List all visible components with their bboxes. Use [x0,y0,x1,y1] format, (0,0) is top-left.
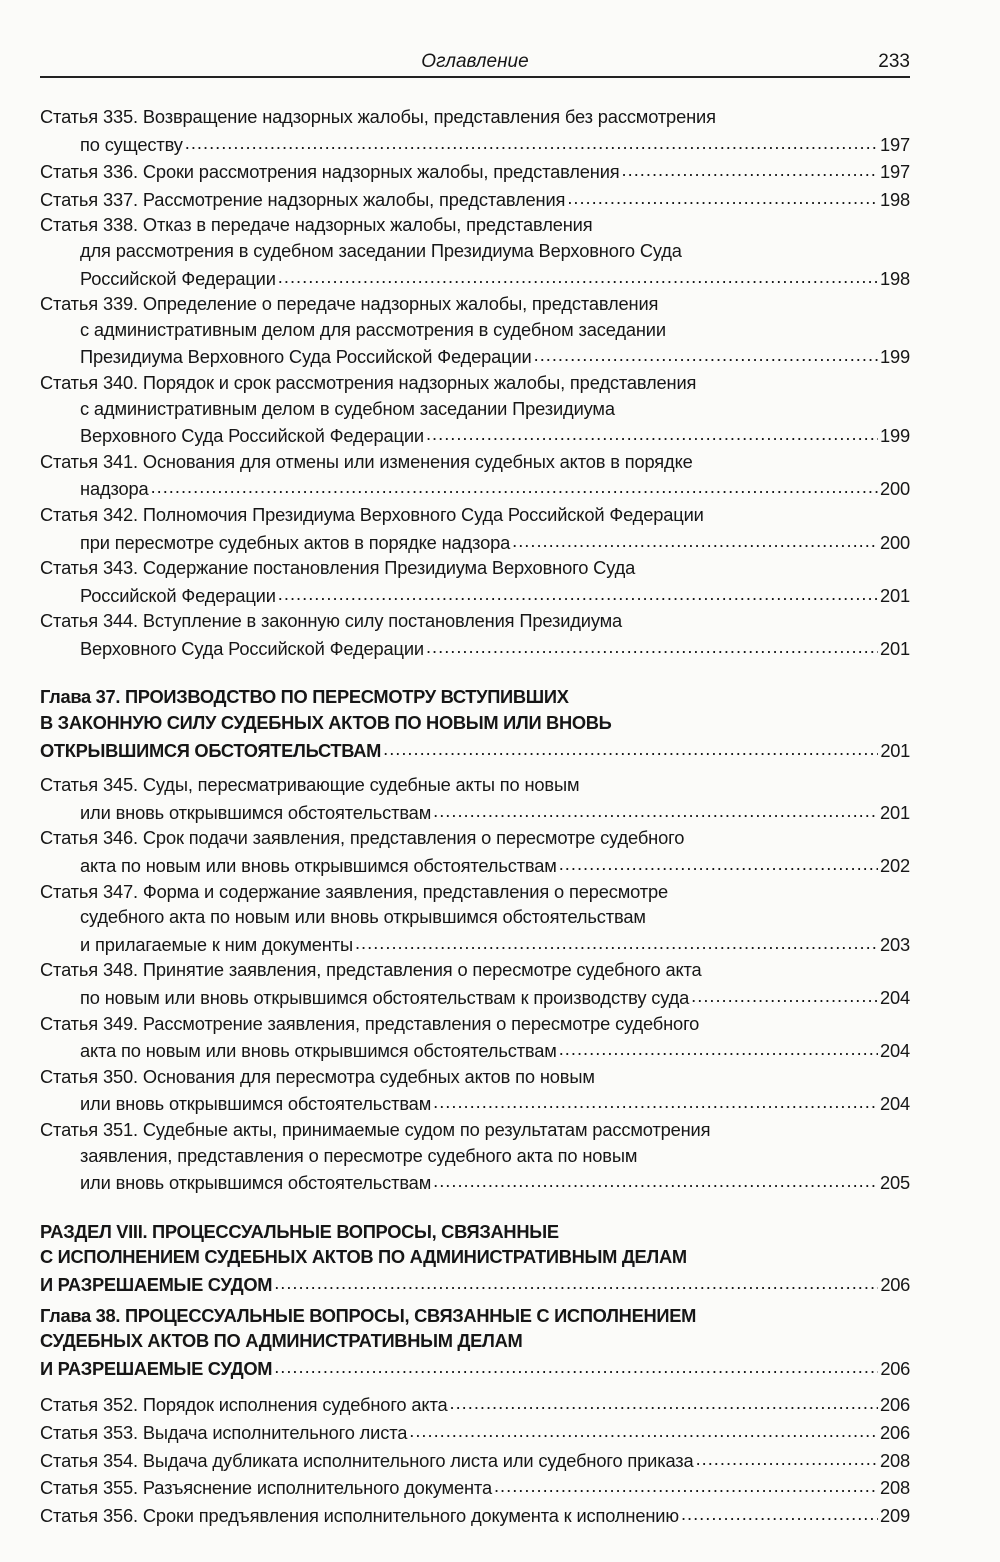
toc-entry-last-line [40,736,910,764]
toc-entry-text: Статья 350. Основания для пересмотра судебных актов по новым [40,1065,595,1087]
toc-page-number: 199 [879,346,910,368]
toc-entry-text: по существу [80,133,183,155]
dot-leader [433,1168,878,1189]
toc-entry-text: Статья 339. Определение о передаче надзорных жалобы, представления [40,293,659,315]
toc-article-entry[interactable] [40,1446,910,1474]
dot-leader [567,185,878,206]
toc-entry-text: с административным делом в судебном заседании Президиума [80,397,615,419]
toc-entry-last-line [40,1036,910,1064]
toc-section-entry[interactable] [40,1219,910,1298]
toc-article-entry[interactable] [40,1390,910,1418]
toc-entry-text: надзора [80,478,149,500]
toc-page-number: 200 [879,478,910,500]
dot-leader [383,736,878,757]
toc-entry-text: акта по новым или вновь открывшимся обстоятельствам [80,1040,557,1062]
toc-entry-last-line [40,1473,910,1501]
toc-entry-text: Статья 349. Рассмотрение заявления, представления о пересмотре судебного [40,1012,700,1034]
running-title: Оглавление [421,51,529,72]
toc-article-entry[interactable] [40,1418,910,1446]
toc-entry-text: судебного акта по новым или вновь открывшимся обстоятельствам [80,906,646,928]
toc-page-number: 202 [879,855,910,877]
toc-entry-text: заявления, представления о пересмотре судебного акта по новым [80,1144,638,1166]
toc-entry-last-line [40,1418,910,1446]
toc-entry-text: РАЗДЕЛ VIII. ПРОЦЕССУАЛЬНЫЕ ВОПРОСЫ, СВЯЗАННЫЕ [40,1220,559,1242]
toc-chapter-entry[interactable] [40,1303,910,1382]
dot-leader [681,1501,878,1522]
toc-entry-text: Статья 338. Отказ в передаче надзорных жалобы, представления [40,214,593,236]
dot-leader [278,264,878,285]
toc-page-number: 201 [879,801,910,823]
table-of-contents [40,104,910,1528]
dot-leader [696,1446,878,1467]
toc-entry-last-line [40,474,910,502]
toc-page-number: 206 [880,1273,910,1295]
toc-entry-last-line [40,581,910,609]
toc-page-number: 205 [879,1172,910,1194]
toc-entry-text: Статья 351. Судебные акты, принимаемые судом по результатам рассмотрения [40,1118,711,1140]
toc-entry-last-line [40,634,910,662]
toc-article-entry[interactable] [40,1117,910,1196]
toc-entry-last-line [40,157,910,185]
toc-entry-text: или вновь открывшимся обстоятельствам [80,801,432,823]
toc-entry-text: Статья 347. Форма и содержание заявления, представления о пересмотре [40,880,669,902]
toc-entry-text: Российской Федерации [80,267,276,289]
toc-page-number: 208 [879,1477,910,1499]
toc-spacer [40,661,910,684]
toc-spacer [40,763,910,772]
toc-article-entry[interactable] [40,502,910,555]
dot-leader [409,1418,878,1439]
toc-page-number: 204 [879,987,910,1008]
toc-entry-last-line [40,930,910,958]
toc-page-number: 204 [879,1093,910,1115]
toc-article-entry[interactable] [40,104,910,157]
toc-entry-text: или вновь открывшимся обстоятельствам [80,1172,432,1194]
toc-entry-text: Глава 38. ПРОЦЕССУАЛЬНЫЕ ВОПРОСЫ, СВЯЗАННЫЕ С ИСПОЛНЕНИЕМ [40,1304,697,1326]
dot-leader [494,1473,878,1494]
toc-entry-text: С ИСПОЛНЕНИЕМ СУДЕБНЫХ АКТОВ ПО АДМИНИСТРАТИВНЫМ ДЕЛАМ [40,1246,687,1268]
dot-leader [151,474,878,495]
dot-leader [691,983,878,1004]
toc-entry-text: Статья 353. Выдача исполнительного листа [40,1421,408,1443]
dot-leader [559,851,878,872]
dot-leader [433,798,878,819]
toc-entry-text: или вновь открывшимся обстоятельствам [80,1093,432,1115]
toc-chapter-entry[interactable] [40,684,910,763]
dot-leader [622,157,878,178]
toc-entry-text: Статья 356. Сроки предъявления исполнительного документа к исполнению [40,1504,679,1526]
toc-entry-text: Статья 352. Порядок исполнения судебного акта [40,1394,448,1416]
toc-entry-text: Российской Федерации [80,584,276,606]
toc-entry-text: для рассмотрения в судебном заседании Президиума Верховного Суда [80,239,682,261]
toc-article-entry[interactable] [40,212,910,291]
toc-article-entry[interactable] [40,370,910,449]
dot-leader [559,1036,878,1057]
dot-leader [426,634,878,655]
toc-page-number: 201 [879,637,910,659]
toc-entry-text: Статья 343. Содержание постановления Президиума Верховного Суда [40,557,636,579]
toc-article-entry[interactable] [40,1064,910,1117]
toc-page-number: 203 [879,933,910,955]
toc-entry-text: Глава 37. ПРОИЗВОДСТВО ПО ПЕРЕСМОТРУ ВСТУПИВШИХ [40,686,569,708]
toc-page-number: 206 [880,1357,910,1379]
dot-leader [512,528,878,549]
toc-article-entry[interactable] [40,555,910,608]
toc-page-number: 199 [879,425,910,447]
toc-page-number: 198 [879,267,910,289]
toc-entry-last-line [40,421,910,449]
toc-entry-text: Статья 340. Порядок и срок рассмотрения надзорных жалобы, представления [40,371,697,393]
toc-entry-text: акта по новым или вновь открывшимся обстоятельствам [80,855,557,877]
dot-leader [274,1354,878,1375]
toc-entry-text: Статья 354. Выдача дубликата исполнительного листа или судебного приказа [40,1449,694,1471]
toc-article-entry[interactable] [40,879,910,958]
toc-entry-last-line [40,1354,910,1382]
toc-article-entry[interactable] [40,825,910,878]
toc-entry-text: Статья 344. Вступление в законную силу постановления Президиума [40,610,623,632]
dot-leader [433,1089,878,1110]
toc-entry-last-line [40,983,910,1011]
toc-entry-last-line [40,342,910,370]
toc-page-number: 204 [879,1040,910,1062]
toc-page-number: 206 [879,1394,910,1416]
toc-article-entry[interactable] [40,772,910,825]
toc-entry-last-line [40,851,910,879]
toc-entry-text: Статья 355. Разъяснение исполнительного документа [40,1477,492,1499]
toc-spacer [40,1196,910,1219]
dot-leader [278,581,878,602]
toc-entry-text: Статья 348. Принятие заявления, представления о пересмотре судебного акта [40,959,702,981]
page-number: 233 [878,51,910,72]
dot-leader [355,930,878,951]
toc-entry-text: по новым или вновь открывшимся обстоятельствам к производству суда [80,987,690,1008]
toc-entry-text: и прилагаемые к ним документы [80,933,353,955]
toc-page-number: 208 [879,1449,910,1471]
toc-page-number: 197 [879,133,910,155]
toc-entry-text: Статья 346. Срок подачи заявления, представления о пересмотре судебного [40,827,685,849]
toc-article-entry[interactable] [40,291,910,370]
toc-entry-text: Президиума Верховного Суда Российской Федерации [80,346,532,368]
toc-entry-text: Статья 342. Полномочия Президиума Верховного Суда Российской Федерации [40,503,704,525]
toc-entry-last-line [40,185,910,213]
toc-article-entry[interactable] [40,1501,910,1529]
toc-article-entry[interactable] [40,1473,910,1501]
toc-page-number: 198 [879,188,910,210]
toc-article-entry[interactable] [40,608,910,661]
toc-article-entry[interactable] [40,449,910,502]
toc-entry-text: Статья 337. Рассмотрение надзорных жалобы, представления [40,188,566,210]
toc-article-entry[interactable] [40,185,910,213]
toc-entry-text: И РАЗРЕШАЕМЫЕ СУДОМ [40,1273,273,1295]
toc-entry-text: Верховного Суда Российской Федерации [80,425,424,447]
toc-page-number: 200 [879,531,910,553]
dot-leader [426,421,878,442]
toc-spacer [40,1381,910,1390]
toc-article-entry[interactable] [40,1011,910,1064]
toc-entry-text: И РАЗРЕШАЕМЫЕ СУДОМ [40,1357,273,1379]
toc-entry-last-line [40,1270,910,1298]
toc-entry-last-line [40,130,910,158]
toc-entry-text: СУДЕБНЫХ АКТОВ ПО АДМИНИСТРАТИВНЫМ ДЕЛАМ [40,1330,523,1352]
toc-page-number: 197 [879,161,910,183]
toc-entry-last-line [40,1168,910,1196]
toc-entry-last-line [40,1390,910,1418]
toc-entry-text: Статья 345. Суды, пересматривающие судебные акты по новым [40,774,580,796]
page-header [40,50,910,78]
toc-entry-text: Верховного Суда Российской Федерации [80,637,424,659]
toc-page-number: 209 [879,1504,910,1526]
toc-entry-text: В ЗАКОННУЮ СИЛУ СУДЕБНЫХ АКТОВ ПО НОВЫМ ИЛИ ВНОВЬ [40,712,612,734]
toc-entry-text: Статья 335. Возвращение надзорных жалобы, представления без рассмотрения [40,106,716,127]
toc-article-entry[interactable] [40,157,910,185]
toc-page-number: 201 [879,584,910,606]
dot-leader [534,342,878,363]
toc-entry-text: при пересмотре судебных актов в порядке надзора [80,531,511,553]
toc-entry-text: Статья 336. Сроки рассмотрения надзорных жалобы, представления [40,161,620,183]
toc-entry-last-line [40,264,910,292]
toc-entry-text: с административным делом для рассмотрения в судебном заседании [80,318,666,340]
toc-page-number: 206 [879,1421,910,1443]
dot-leader [185,130,878,151]
toc-entry-last-line [40,1501,910,1529]
toc-entry-last-line [40,798,910,826]
toc-entry-last-line [40,1446,910,1474]
toc-entry-last-line [40,1089,910,1117]
toc-entry-last-line [40,528,910,556]
dot-leader [274,1270,878,1291]
toc-entry-text: ОТКРЫВШИМСЯ ОБСТОЯТЕЛЬСТВАМ [40,739,382,761]
dot-leader [450,1390,878,1411]
toc-article-entry[interactable] [40,957,910,1010]
toc-page-number: 201 [880,739,910,761]
toc-entry-text: Статья 341. Основания для отмены или изменения судебных актов в порядке [40,450,693,472]
